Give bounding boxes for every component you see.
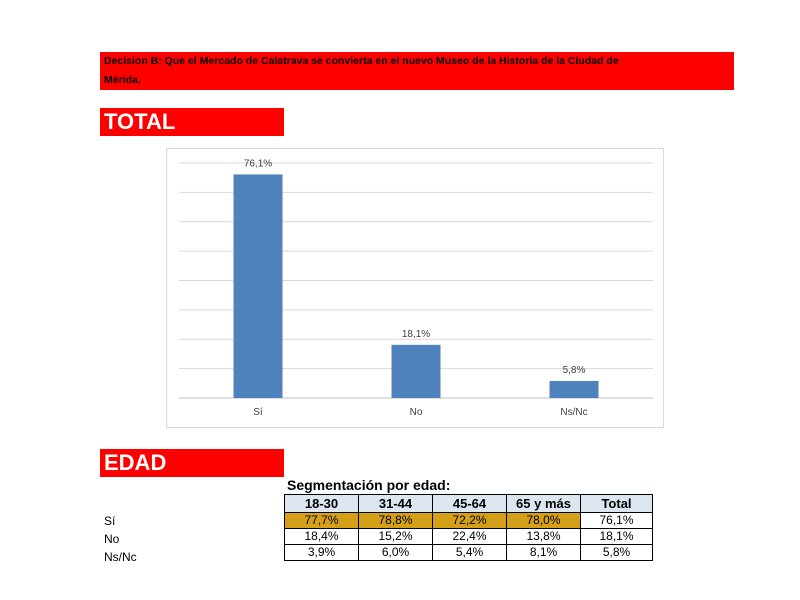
- age-segmentation-table: [284, 494, 653, 561]
- x-tick-label: No: [409, 407, 423, 418]
- row-labels: [104, 513, 137, 567]
- bar: [392, 345, 441, 398]
- table-cell: 6,0%: [359, 545, 433, 561]
- table-cell: 13,8%: [507, 529, 581, 545]
- data-label: 76,1%: [243, 158, 273, 170]
- x-tick-label: Sí: [253, 407, 263, 418]
- table-cell: 78,8%: [359, 513, 433, 529]
- table-cell: 18,1%: [581, 529, 653, 545]
- x-tick-label: Ns/Nc: [560, 407, 588, 418]
- row-label: Sí: [104, 514, 116, 528]
- bar: [550, 381, 599, 398]
- column-header: 18-30: [285, 495, 359, 513]
- table-row: [285, 513, 653, 529]
- row-label: Ns/Nc: [104, 550, 137, 564]
- table-cell: 72,2%: [433, 513, 507, 529]
- column-header: 65 y más: [507, 495, 581, 513]
- table-cell: 77,7%: [285, 513, 359, 529]
- table-cell: 76,1%: [581, 513, 653, 529]
- column-header: 31-44: [359, 495, 433, 513]
- data-label: 5,8%: [562, 364, 586, 376]
- edad-section-label: EDAD: [100, 449, 284, 477]
- total-section-label: TOTAL: [100, 108, 284, 136]
- table-cell: 18,4%: [285, 529, 359, 545]
- table-row: [285, 545, 653, 561]
- column-header: Total: [581, 495, 653, 513]
- table-cell: 8,1%: [507, 545, 581, 561]
- bar: [234, 174, 283, 398]
- row-label: No: [104, 532, 120, 546]
- question-line-1: Decision B: Que el Mercado de Calatrava se convierta en el nuevo Museo de la Historia de la Ciudad de: [104, 55, 619, 67]
- table-row: [285, 529, 653, 545]
- column-header: 45-64: [433, 495, 507, 513]
- table-cell: 22,4%: [433, 529, 507, 545]
- table-cell: 5,4%: [433, 545, 507, 561]
- question-banner: [100, 52, 734, 90]
- total-chart: [166, 148, 664, 428]
- table-cell: 15,2%: [359, 529, 433, 545]
- table-cell: 5,8%: [581, 545, 653, 561]
- table-cell: 3,9%: [285, 545, 359, 561]
- table-header-row: [285, 495, 653, 513]
- segmentation-title: Segmentación por edad:: [287, 477, 451, 493]
- bar-chart-svg: [167, 149, 665, 429]
- table-cell: 78,0%: [507, 513, 581, 529]
- question-line-2: Mérida.: [104, 74, 141, 86]
- data-label: 18,1%: [401, 328, 431, 340]
